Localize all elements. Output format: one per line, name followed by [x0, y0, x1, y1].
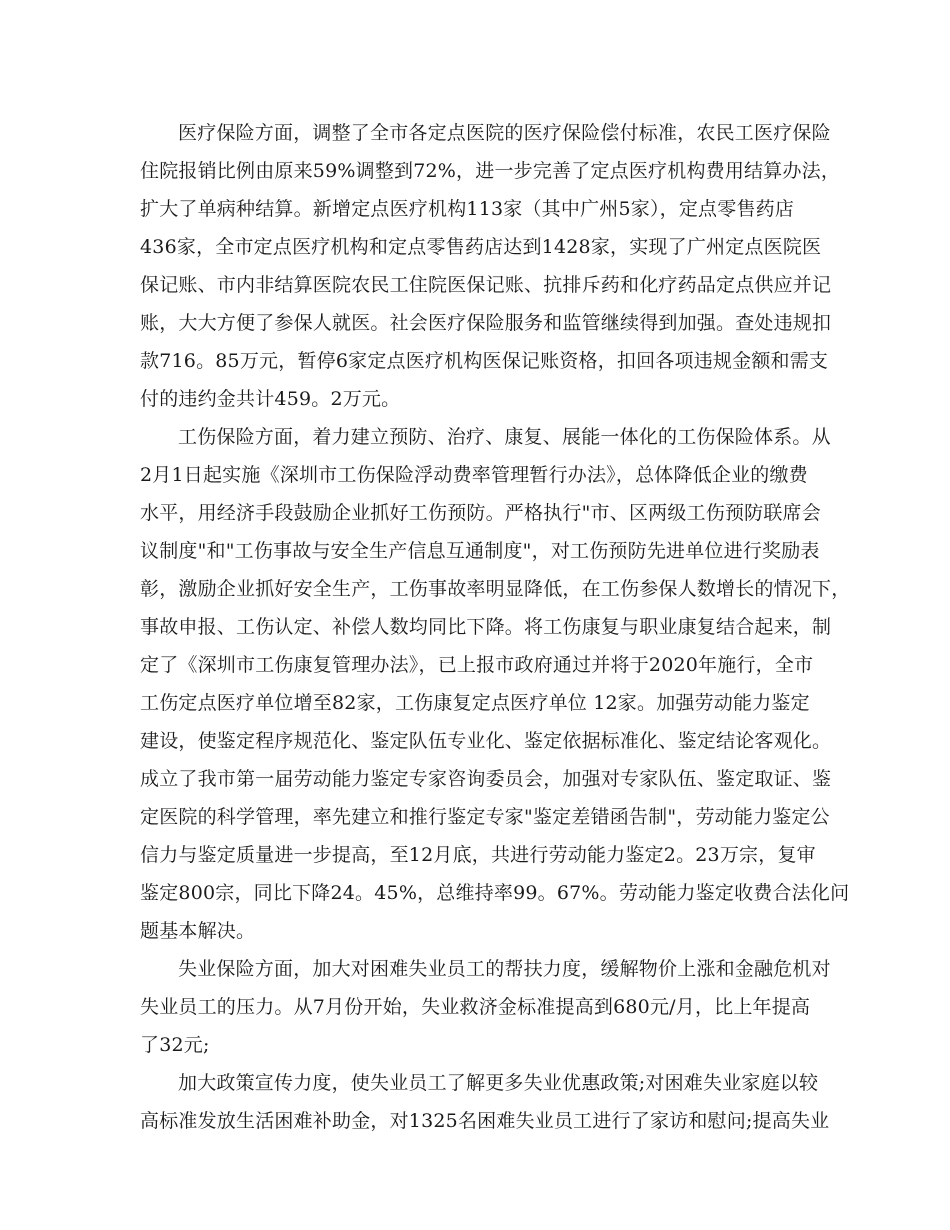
text-line: 题基本解决。 [140, 920, 256, 942]
text-line: 水平，用经济手段鼓励企业抓好工伤预防。严格执行"市、区两级工伤预防联席会 [140, 502, 821, 524]
text-line: 高标准发放生活困难补助金，对1325名困难失业员工进行了家访和慰问;提高失业 [140, 1110, 830, 1132]
paragraph-work-injury-insurance [140, 418, 851, 950]
paragraph-medical-insurance [140, 114, 841, 418]
text-line: 议制度"和"工伤事故与安全生产信息互通制度"，对工伤预防先进单位进行奖励表 [140, 540, 820, 562]
text-line: 成立了我市第一届劳动能力鉴定专家咨询委员会，加强对专家队伍、鉴定取证、鉴 [140, 768, 832, 790]
text-line: 失业员工的压力。从7月份开始，失业救济金标准提高到680元/月，比上年提高 [140, 996, 811, 1018]
text-line: 定了《深圳市工伤康复管理办法》，已上报市政府通过并将于2020年施行，全市 [140, 654, 814, 676]
text-line: 工伤定点医疗单位增至82家，工伤康复定点医疗单位 12家。加强劳动能力鉴定 [140, 692, 810, 714]
text-line: 2月1日起实施《深圳市工伤保险浮动费率管理暂行办法》，总体降低企业的缴费 [140, 464, 808, 486]
text-line: 了32元; [140, 1034, 210, 1056]
text-line: 建设，使鉴定程序规范化、鉴定队伍专业化、鉴定依据标准化、鉴定结论客观化。 [140, 730, 832, 752]
text-line: 信力与鉴定质量进一步提高，至12月底，共进行劳动能力鉴定2。23万宗，复审 [140, 844, 816, 866]
text-line: 付的违约金共计459。2万元。 [140, 388, 401, 410]
text-line: 账，大大方便了参保人就医。社会医疗保险服务和监管继续得到加强。查处违规扣 [140, 312, 832, 334]
text-line: 医疗保险方面，调整了全市各定点医院的医疗保险偿付标准，农民工医疗保险 [178, 122, 831, 144]
text-line: 扩大了单病种结算。新增定点医疗机构113家（其中广州5家），定点零售药店 [140, 198, 795, 220]
text-line: 436家，全市定点医疗机构和定点零售药店达到1428家，实现了广州定点医院医 [140, 236, 822, 258]
text-line: 定医院的科学管理，率先建立和推行鉴定专家"鉴定差错函告制"，劳动能力鉴定公 [140, 806, 830, 828]
paragraph-unemployment-insurance [140, 950, 830, 1064]
paragraph-policy-publicity [140, 1064, 830, 1140]
document-body [140, 114, 851, 1140]
text-line: 失业保险方面，加大对困难失业员工的帮扶力度，缓解物价上涨和金融危机对 [178, 958, 831, 980]
text-line: 保记账、市内非结算医院农民工住院医保记账、抗排斥药和化疗药品定点供应并记 [140, 274, 832, 296]
text-line: 款716。85万元，暂停6家定点医疗机构医保记账资格，扣回各项违规金额和需支 [140, 350, 829, 372]
text-line: 住院报销比例由原来59%调整到72%，进一步完善了定点医疗机构费用结算办法， [140, 160, 841, 182]
text-line: 工伤保险方面，着力建立预防、治疗、康复、展能一体化的工伤保险体系。从 [178, 426, 831, 448]
text-line: 加大政策宣传力度，使失业员工了解更多失业优惠政策;对困难失业家庭以较 [178, 1072, 819, 1094]
text-line: 事故申报、工伤认定、补偿人数均同比下降。将工伤康复与职业康复结合起来，制 [140, 616, 832, 638]
text-line: 彰，激励企业抓好安全生产，工伤事故率明显降低，在工伤参保人数增长的情况下， [140, 578, 851, 600]
text-line: 鉴定800宗，同比下降24。45%，总维持率99。67%。劳动能力鉴定收费合法化问 [140, 882, 850, 904]
